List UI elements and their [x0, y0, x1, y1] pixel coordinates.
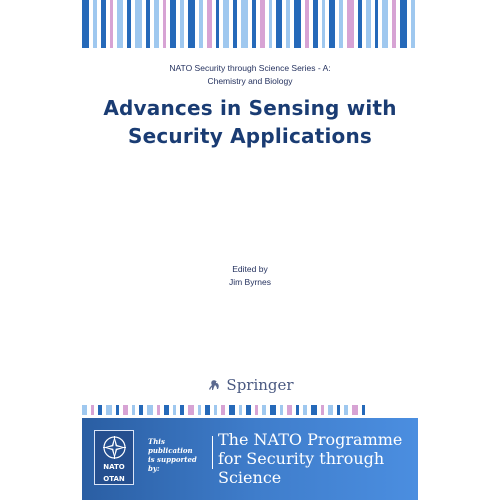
stripe — [117, 0, 123, 48]
stripe — [147, 405, 153, 415]
support-note-line-2: is supported by: — [148, 455, 197, 473]
stripe — [157, 405, 160, 415]
stripe — [382, 0, 388, 48]
stripe — [98, 405, 102, 415]
stripe — [106, 405, 112, 415]
support-note — [148, 437, 209, 473]
stripe — [91, 405, 94, 415]
stripe — [239, 405, 242, 415]
stripe — [170, 0, 176, 48]
springer-horse-icon — [206, 377, 222, 393]
stripe — [164, 405, 169, 415]
stripe — [260, 0, 265, 48]
stripe — [198, 405, 201, 415]
stripe — [246, 405, 251, 415]
stripe — [82, 405, 87, 415]
stripe — [139, 405, 143, 415]
stripe — [233, 0, 237, 48]
stripe — [180, 0, 184, 48]
programme-name — [218, 430, 415, 487]
stripe — [400, 0, 407, 48]
programme-line-1: The NATO Programme — [218, 430, 403, 449]
stripe — [101, 0, 106, 48]
stripe — [252, 0, 256, 48]
stripe — [188, 405, 194, 415]
top-stripe-band — [82, 0, 418, 48]
stripe — [173, 405, 176, 415]
stripe — [269, 0, 272, 48]
stripe — [216, 0, 219, 48]
stripe — [214, 405, 217, 415]
stripe — [241, 0, 248, 48]
footer-banner — [82, 418, 418, 500]
stripe — [82, 0, 89, 48]
stripe — [146, 0, 150, 48]
stripe — [255, 405, 258, 415]
stripe — [110, 0, 113, 48]
stripe — [358, 0, 362, 48]
stripe — [199, 0, 203, 48]
stripe — [305, 0, 309, 48]
book-title — [82, 94, 418, 150]
series-info — [82, 62, 418, 88]
editor-name: Jim Byrnes — [228, 277, 272, 287]
stripe — [362, 405, 365, 415]
stripe — [223, 0, 229, 48]
stripe — [375, 0, 378, 48]
stripe — [344, 405, 348, 415]
book-cover — [82, 0, 418, 500]
stripe — [311, 405, 317, 415]
stripe — [205, 405, 210, 415]
nato-label: NATO — [103, 463, 125, 471]
stripe — [411, 0, 415, 48]
support-note-line-1: This publication — [148, 437, 193, 455]
stripe — [229, 405, 235, 415]
footer-divider — [212, 436, 213, 469]
stripe — [296, 405, 299, 415]
stripe — [329, 0, 335, 48]
stripe — [337, 405, 340, 415]
stripe — [347, 0, 354, 48]
stripe — [294, 0, 301, 48]
editor-info — [82, 263, 418, 289]
bottom-stripe-band — [82, 405, 418, 415]
stripe — [135, 0, 142, 48]
stripe — [116, 405, 119, 415]
title-line-1: Advances in Sensing with — [103, 96, 397, 120]
nato-otan-logo — [94, 430, 134, 485]
stripe — [280, 405, 283, 415]
stripe — [366, 0, 371, 48]
stripe — [180, 405, 184, 415]
stripe — [286, 0, 290, 48]
publisher-name: Springer — [226, 376, 294, 394]
programme-line-2: for Security through Science — [218, 449, 385, 487]
stripe — [392, 0, 396, 48]
stripe — [163, 0, 166, 48]
stripe — [154, 0, 159, 48]
stripe — [132, 405, 135, 415]
stripe — [352, 405, 358, 415]
series-line-2: Chemistry and Biology — [207, 76, 293, 86]
stripe — [207, 0, 212, 48]
stripe — [262, 405, 266, 415]
series-line-1: NATO Security through Science Series - A: — [169, 63, 331, 73]
stripe — [328, 405, 333, 415]
edited-by-label: Edited by — [232, 264, 268, 274]
publisher-mark — [82, 376, 418, 394]
stripe — [303, 405, 307, 415]
stripe — [276, 0, 282, 48]
otan-label: OTAN — [103, 475, 125, 483]
stripe — [321, 405, 324, 415]
nato-compass-icon — [102, 435, 127, 460]
stripe — [188, 0, 195, 48]
stripe — [123, 405, 128, 415]
stripe — [93, 0, 97, 48]
stripe — [221, 405, 225, 415]
title-line-2: Security Applications — [127, 124, 372, 148]
stripe — [322, 0, 325, 48]
stripe — [287, 405, 292, 415]
stripe — [313, 0, 318, 48]
stripe — [270, 405, 276, 415]
stripe — [127, 0, 131, 48]
stripe — [339, 0, 343, 48]
